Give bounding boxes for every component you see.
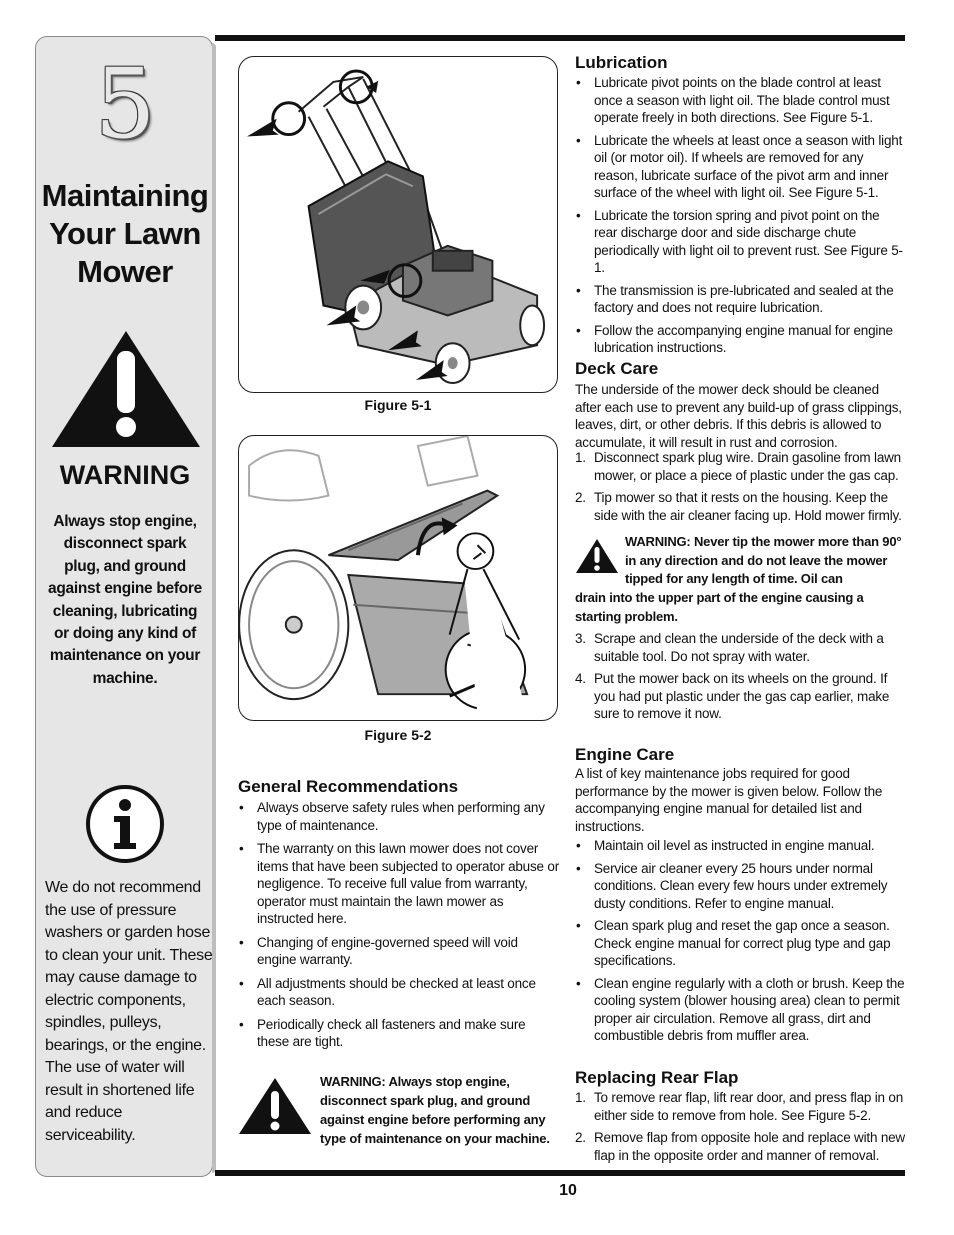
deck-care-steps: [575, 449, 905, 524]
list-item: • Clean spark plug and reset the gap once a season. Check engine manual for correct plug type and gap specifications.: [575, 917, 905, 970]
list-item: • Always observe safety rules when performing any type of maintenance.: [238, 799, 560, 834]
list-item: • Clean engine regularly with a cloth or brush. Keep the cooling system (blower housing area) clean to permit proper air circulation. Remove all grass, dirt and combustible debris from muffler area.: [575, 975, 905, 1045]
list-item: [575, 630, 905, 665]
list-item: [575, 1129, 905, 1164]
page-number: 10: [559, 1182, 577, 1199]
rear-flap-illustration: [239, 436, 557, 720]
deck-care-intro: The underside of the mower deck should be cleaned after each use to prevent any build-up of grass clippings, leaves, dirt, or other debris. If this debris is allowed to accumulate, it will result in rust and corrosion.: [575, 382, 902, 450]
step-number: 4.: [575, 671, 586, 686]
engine-care-heading: Engine Care: [575, 745, 675, 764]
general-recommendations-heading: General Recommendations: [238, 777, 459, 796]
list-item: • Maintain oil level as instructed in engine manual.: [575, 837, 905, 855]
top-rule: [215, 35, 905, 41]
deck-care-heading: Deck Care: [575, 359, 659, 378]
step-text: Tip mower so that it rests on the housing. Keep the side with the air cleaner facing up. Hold mower firmly.: [594, 490, 902, 523]
chapter-title-line: Your Lawn: [49, 216, 201, 251]
step-number: 1.: [575, 450, 586, 465]
deck-warning-text-bottom: drain into the upper part of the engine causing a starting problem.: [575, 590, 864, 624]
figure-5-1-illustration: [238, 56, 558, 393]
chapter-title-line: Maintaining: [41, 178, 209, 213]
warning-triangle-icon: [238, 1077, 312, 1135]
step-text: Disconnect spark plug wire. Drain gasoline from lawn mower, or place a piece of plastic under the gas cap.: [594, 450, 901, 483]
list-item: • The transmission is pre-lubricated and sealed at the factory and does not require lubrication.: [575, 282, 905, 317]
list-item: [575, 1089, 905, 1124]
bottom-rule: [215, 1170, 905, 1176]
chapter-number: 5: [94, 48, 156, 160]
step-text: To remove rear flap, lift rear door, and press flap in on either side to remove from hole. See Figure 5-2.: [594, 1090, 904, 1123]
info-text: We do not recommend the use of pressure washers or garden hose to clean your unit. These may cause damage to electric components, spindles, pulleys, bearings, or the engine. The use of water will result in shortened life and reduce serviceability.: [45, 879, 213, 1144]
engine-care-list: [575, 837, 905, 1045]
list-item: • Periodically check all fasteners and make sure these are tight.: [238, 1016, 560, 1051]
step-text: Put the mower back on its wheels on the ground. If you had put plastic under the gas cap earlier, make sure to remove it now.: [594, 671, 890, 721]
warning-heading: WARNING: [59, 460, 191, 490]
rear-flap-steps: [575, 1089, 905, 1164]
chapter-title: [36, 177, 214, 291]
list-item: [575, 489, 905, 524]
warning-triangle-icon: [50, 329, 202, 449]
list-item: [575, 449, 905, 484]
warning-triangle-icon: [575, 538, 619, 574]
lawn-mower-illustration: [239, 57, 557, 392]
step-number: 2.: [575, 490, 586, 505]
info-icon: [84, 783, 166, 865]
step-number: 3.: [575, 631, 586, 646]
lubrication-heading: Lubrication: [575, 53, 668, 72]
list-item: • All adjustments should be checked at least once each season.: [238, 975, 560, 1010]
figure-5-1-caption: Figure 5-1: [364, 397, 432, 413]
lubrication-list: [575, 74, 905, 357]
list-item: • Lubricate the torsion spring and pivot point on the rear discharge door and side discharge chute periodically with light oil to prevent rust. See Figure 5-1.: [575, 207, 905, 277]
engine-care-intro: A list of key maintenance jobs required for good performance by the mower is given below. Follow the accompanying engine manual for detailed list and instructions.: [575, 766, 883, 834]
figure-5-2-caption: Figure 5-2: [364, 727, 432, 743]
replacing-rear-flap-heading: Replacing Rear Flap: [575, 1068, 739, 1087]
list-item: • Lubricate pivot points on the blade control at least once a season with light oil. The blade control must operate freely in both directions. See Figure 5-1.: [575, 74, 905, 127]
deck-care-steps-continued: [575, 630, 905, 723]
list-item: • The warranty on this lawn mower does not cover items that have been subjected to operator abuse or negligence. To receive full value from warranty, operator must maintain the lawn mower as instructed here.: [238, 840, 560, 928]
step-number: 2.: [575, 1130, 586, 1145]
step-text: Remove flap from opposite hole and replace with new flap in the opposite order and manner of removal.: [594, 1130, 905, 1163]
list-item: • Changing of engine-governed speed will void engine warranty.: [238, 934, 560, 969]
figure-5-2-illustration: [238, 435, 558, 721]
list-item: [575, 670, 905, 723]
general-warning-text: WARNING: Always stop engine, disconnect spark plug, and ground against engine before performing any type of maintenance on your machine.: [320, 1074, 550, 1146]
list-item: • Follow the accompanying engine manual for engine lubrication instructions.: [575, 322, 905, 357]
warning-text: Always stop engine, disconnect spark plug, and ground against engine before cleaning, lubricating or doing any kind of maintenance on your machine.: [48, 513, 202, 687]
list-item: • Service air cleaner every 25 hours under normal conditions. Clean every few hours under extremely dusty conditions. Refer to engine manual.: [575, 860, 905, 913]
list-item: • Lubricate the wheels at least once a season with light oil (or motor oil). If wheels are removed for any reason, lubricate surface of the pivot arm and inner surface of the wheel with light oil. See Figure 5-1.: [575, 132, 905, 202]
step-number: 1.: [575, 1090, 586, 1105]
general-recommendations-list: [238, 799, 560, 1051]
chapter-title-line: Mower: [77, 254, 173, 289]
step-text: Scrape and clean the underside of the deck with a suitable tool. Do not spray with water.: [594, 631, 884, 664]
deck-warning-text-top: WARNING: Never tip the mower more than 90° in any direction and do not leave the mower tipped for any length of time. Oil can: [625, 534, 902, 586]
chapter-sidebar: [35, 36, 213, 1177]
